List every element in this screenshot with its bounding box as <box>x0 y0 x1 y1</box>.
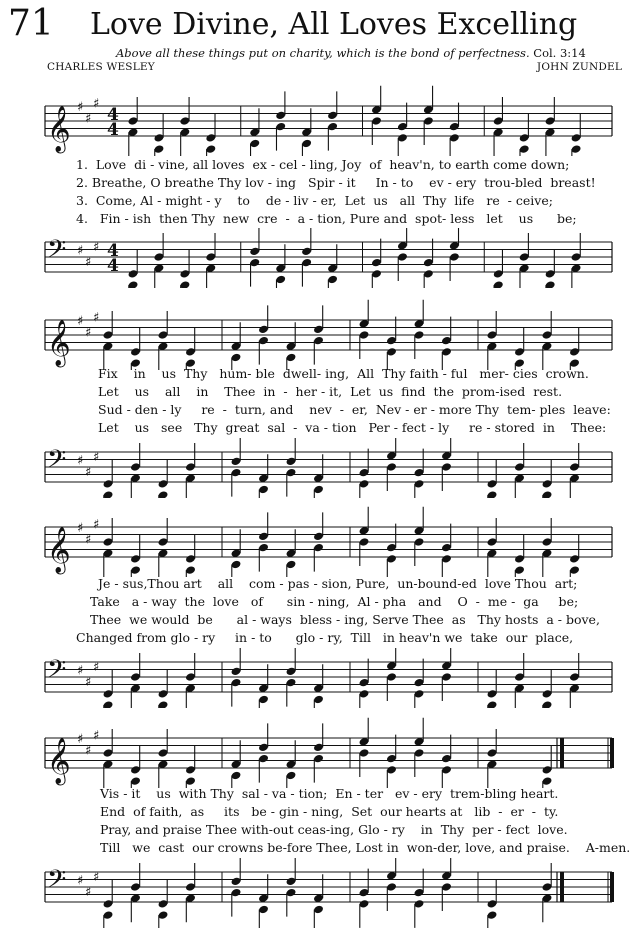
sharp-icon: ♯ <box>85 884 92 900</box>
lyric-line: Let us all in Thee in - her - it, Let us find the prom-ised rest. <box>98 384 563 399</box>
sharp-icon: ♯ <box>77 453 84 469</box>
sharp-icon: ♯ <box>85 325 92 341</box>
epigraph-text: Above all these things put on charity, which is the bond of perfectness. <box>116 46 530 60</box>
sharp-icon: ♯ <box>93 517 100 533</box>
bass-staff-4 <box>0 858 640 928</box>
bass-staff-3 <box>0 648 640 708</box>
lyric-line: Sud - den - ly re - turn, and nev - er, Nev - er - more Thy tem- ples leave: <box>98 402 611 417</box>
treble-clef-icon: 𝄞 <box>47 320 71 366</box>
lyric-line: 4. Fin - ish then Thy new cre - a - tion, Pure and spot- less let us be; <box>76 211 577 226</box>
sharp-icon: ♯ <box>93 96 100 112</box>
bass-staff-1 <box>0 228 640 288</box>
sharp-icon: ♯ <box>77 521 84 536</box>
sharp-icon: ♯ <box>77 663 84 679</box>
sharp-icon: ♯ <box>77 100 84 115</box>
time-signature: 4 <box>107 241 119 261</box>
lyric-line: Vis - it us with Thy sal - va - tion; En - ter ev - ery trem-bling heart. <box>100 786 559 801</box>
bass-clef-icon: 𝄢 <box>47 235 67 270</box>
sharp-icon: ♯ <box>77 314 84 329</box>
treble-staff-3 <box>0 497 640 577</box>
treble-staff-2 <box>0 290 640 370</box>
sharp-icon: ♯ <box>93 239 100 255</box>
author-credit: CHARLES WESLEY <box>47 61 155 73</box>
lyric-line: Till we cast our crowns be-fore Thee, Lost in won-der, love, and praise. A-men. <box>100 840 631 855</box>
bass-clef-icon: 𝄢 <box>47 445 67 480</box>
lyric-line: Changed from glo - ry in - to glo - ry, Till in heav'n we take our place, <box>76 630 574 645</box>
hymn-title: Love Divine, All Loves Excelling <box>90 7 578 42</box>
lyric-line: Fix in us Thy hum- ble dwell- ing, All Thy faith - ful mer- cies crown. <box>98 366 589 381</box>
time-signature: 4 <box>107 105 119 125</box>
sharp-icon: ♯ <box>77 732 84 747</box>
lyric-line: Je - sus,Thou art all com - pas - sion, Pure, un-bound-ed love Thou art; <box>98 576 578 591</box>
epigraph-reference: Col. 3:14 <box>533 46 586 60</box>
final-barline <box>610 872 614 902</box>
bass-clef-icon: 𝄢 <box>47 655 67 690</box>
epigraph <box>116 46 586 60</box>
treble-clef-icon: 𝄞 <box>47 738 71 784</box>
bass-staff-2 <box>0 438 640 498</box>
sharp-icon: ♯ <box>85 532 92 548</box>
time-signature: 4 <box>107 256 119 276</box>
sharp-icon: ♯ <box>93 310 100 326</box>
sharp-icon: ♯ <box>85 111 92 127</box>
bass-clef-icon: 𝄢 <box>47 865 67 900</box>
lyric-line: Let us see Thy great sal - va - tion Per - fect - ly re - stored in Thee: <box>98 420 607 435</box>
double-barline <box>560 872 564 902</box>
lyric-line: 2. Breathe, O breathe Thy lov - ing Spir - it In - to ev - ery trou-bled breast! <box>76 175 596 190</box>
treble-clef-icon: 𝄞 <box>47 527 71 573</box>
lyric-line: 1. Love di - vine, all loves ex - cel - ling, Joy of heav'n, to earth come down; <box>76 157 570 172</box>
sharp-icon: ♯ <box>93 728 100 744</box>
treble-clef-icon: 𝄞 <box>47 106 71 152</box>
sharp-icon: ♯ <box>77 243 84 259</box>
sharp-icon: ♯ <box>93 449 100 465</box>
sharp-icon: ♯ <box>93 659 100 675</box>
sharp-icon: ♯ <box>85 674 92 690</box>
sharp-icon: ♯ <box>77 873 84 889</box>
sharp-icon: ♯ <box>85 464 92 480</box>
double-barline <box>560 738 564 768</box>
lyric-line: Pray, and praise Thee with-out ceas-ing, Glo - ry in Thy per - fect love. <box>100 822 568 837</box>
lyric-line: Take a - way the love of sin - ning, Al - pha and O - me - ga be; <box>90 594 579 609</box>
composer-credit: JOHN ZUNDEL <box>536 61 622 73</box>
lyric-line: End of faith, as its be - gin - ning, Set our hearts at lib - er - ty. <box>100 804 559 819</box>
sharp-icon: ♯ <box>93 869 100 885</box>
treble-staff-1 <box>0 76 640 156</box>
final-barline <box>610 738 614 768</box>
sharp-icon: ♯ <box>85 254 92 270</box>
treble-staff-4 <box>0 708 640 788</box>
time-signature: 4 <box>107 120 119 140</box>
hymn-number: 71 <box>8 3 54 44</box>
lyric-line: Thee we would be al - ways bless - ing, Serve Thee as Thy hosts a - bove, <box>90 612 600 627</box>
lyric-line: 3. Come, Al - might - y to de - liv - er, Let us all Thy life re - ceive; <box>76 193 553 208</box>
sharp-icon: ♯ <box>85 743 92 759</box>
